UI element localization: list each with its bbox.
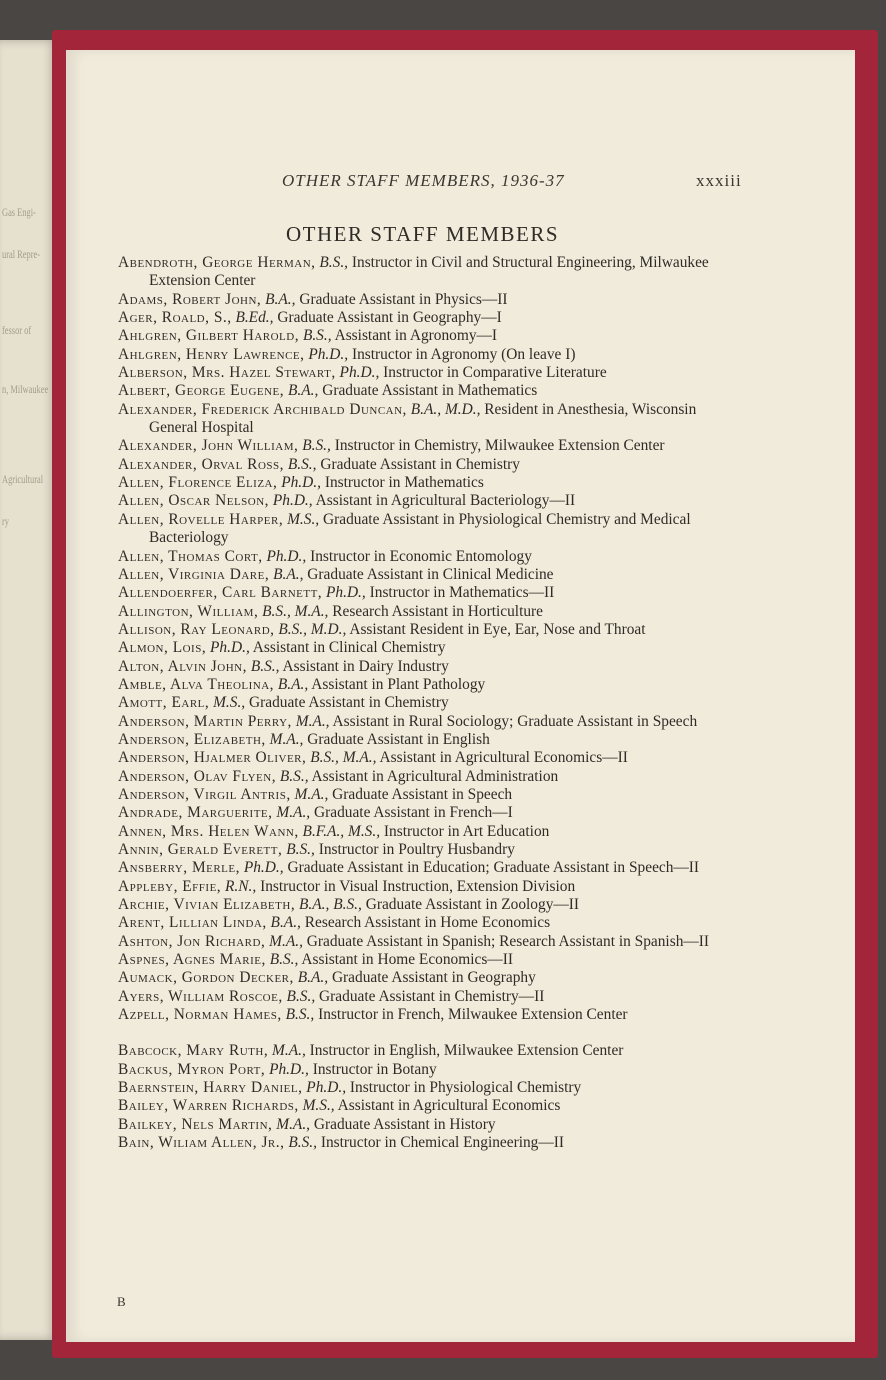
staff-name: Andrade, Marguerite, xyxy=(118,804,273,822)
staff-degree: B.S., M.D., xyxy=(278,620,347,638)
staff-entry xyxy=(118,1097,740,1115)
staff-name: Ansberry, Merle, xyxy=(118,859,240,877)
staff-position: Research Assistant in Horticulture xyxy=(332,602,544,620)
staff-entry xyxy=(118,639,740,657)
staff-degree: Ph.D., xyxy=(326,584,366,602)
staff-position: Instructor in Chemical Engineering—II xyxy=(320,1134,565,1152)
staff-degree: M.A., xyxy=(294,785,329,803)
staff-position: Graduate Assistant in Chemistry—II xyxy=(319,987,545,1005)
staff-entry xyxy=(118,1061,740,1079)
staff-entry xyxy=(118,823,740,841)
staff-entry xyxy=(118,988,740,1006)
staff-name: Allen, Florence Eliza, xyxy=(118,474,278,492)
staff-entry xyxy=(118,327,740,345)
staff-entry xyxy=(118,437,740,455)
staff-entry xyxy=(118,309,740,327)
staff-entry xyxy=(118,1134,740,1152)
staff-degree: B.A., xyxy=(273,565,304,583)
staff-position: Instructor in Civil and Structural Engineering, Milwaukee Extension Center xyxy=(149,254,709,290)
staff-position: Instructor in Comparative Literature xyxy=(383,364,607,382)
staff-entry xyxy=(118,364,740,382)
staff-degree: M.S., xyxy=(287,510,320,528)
staff-position: Instructor in English, Milwaukee Extension Center xyxy=(309,1042,624,1060)
staff-position: Instructor in Art Education xyxy=(383,822,550,840)
staff-position: Graduate Assistant in Physiological Chemistry and Medical Bacteriology xyxy=(149,510,691,547)
staff-name: Allen, Oscar Nelson, xyxy=(118,492,270,510)
staff-degree: B.S., xyxy=(287,455,317,473)
staff-position: Instructor in Poultry Husbandry xyxy=(318,841,515,858)
staff-entry xyxy=(118,694,740,712)
signature-mark: B xyxy=(117,1294,126,1309)
staff-name: Anderson, Martin Perry, xyxy=(118,712,292,730)
staff-position: Assistant in Agricultural Bacteriology—II xyxy=(315,492,576,510)
staff-entry xyxy=(118,658,740,676)
staff-name: Appleby, Effie, xyxy=(118,877,222,895)
staff-degree: B.S., xyxy=(250,657,280,675)
staff-degree: M.A., xyxy=(276,1115,311,1133)
facing-page-fragment: Gas Engi- xyxy=(2,205,36,219)
staff-entry xyxy=(118,621,740,639)
staff-degree: B.S., xyxy=(285,1006,315,1024)
staff-name: Adams, Robert John, xyxy=(118,290,262,308)
staff-degree: Ph.D., xyxy=(339,364,380,382)
staff-name: Ashton, Jon Richard, xyxy=(118,932,266,950)
staff-name: Albert, George Eugene, xyxy=(118,382,285,400)
staff-degree: B.S., xyxy=(269,951,299,969)
staff-list-section-b xyxy=(118,1042,740,1152)
staff-name: Anderson, Elizabeth, xyxy=(118,730,266,748)
staff-name: Bain, Wiliam Allen, Jr., xyxy=(118,1134,285,1152)
staff-entry xyxy=(118,492,740,510)
staff-position: Instructor in Physiological Chemistry xyxy=(349,1079,582,1097)
staff-entry xyxy=(118,896,740,914)
staff-degree: M.A., xyxy=(272,1042,306,1060)
staff-entry xyxy=(118,584,740,602)
staff-position: Assistant Resident in Eye, Ear, Nose and Throat xyxy=(349,620,646,638)
staff-position: Graduate Assistant in Clinical Medicine xyxy=(307,565,554,583)
staff-name: Backus, Myron Port, xyxy=(118,1060,266,1078)
staff-name: Anderson, Olav Flyen, xyxy=(118,767,277,785)
staff-position: Assistant in Agricultural Economics—II xyxy=(379,749,628,767)
staff-name: Amble, Alva Theolina, xyxy=(118,675,275,693)
staff-position: Graduate Assistant in Speech xyxy=(332,785,513,803)
staff-degree: B.A., xyxy=(265,290,296,308)
staff-entry xyxy=(118,731,740,749)
staff-name: Baernstein, Harry Daniel, xyxy=(118,1079,303,1097)
staff-name: Anderson, Virgil Antris, xyxy=(118,785,291,803)
staff-list-section-a xyxy=(118,254,740,1024)
staff-degree: Ph.D., xyxy=(243,859,284,877)
staff-name: Abendroth, George Herman, xyxy=(118,254,316,271)
staff-degree: B.S., M.A., xyxy=(310,749,377,767)
staff-position: Instructor in Economic Entomology xyxy=(310,547,532,565)
staff-entry xyxy=(118,749,740,767)
staff-name: Allendoerfer, Carl Barnett, xyxy=(118,584,323,602)
staff-entry xyxy=(118,878,740,896)
staff-name: Alton, Alvin John, xyxy=(118,657,247,675)
staff-degree: B.A., xyxy=(277,675,309,693)
section-gap xyxy=(118,1024,740,1042)
staff-name: Alexander, Frederick Archibald Duncan, xyxy=(118,400,407,418)
staff-name: Ayers, William Roscoe, xyxy=(118,987,283,1005)
staff-name: Alexander, Orval Ross, xyxy=(118,455,284,473)
staff-position: Assistant in Rural Sociology; Graduate Assistant in Speech xyxy=(332,712,698,730)
staff-entry xyxy=(118,382,740,400)
staff-entry xyxy=(118,713,740,731)
staff-name: Alexander, John William, xyxy=(118,437,299,455)
staff-degree: Ph.D., xyxy=(269,1060,309,1078)
staff-entry xyxy=(118,1116,740,1134)
staff-degree: B.S., xyxy=(286,841,315,858)
staff-position: Graduate Assistant in Spanish; Research Assistant in Spanish—II xyxy=(306,932,710,950)
staff-entry xyxy=(118,548,740,566)
staff-degree: M.A., xyxy=(276,804,311,822)
staff-name: Bailey, Warren Richards, xyxy=(118,1097,299,1115)
staff-position: Graduate Assistant in Geography xyxy=(331,969,536,987)
staff-position: Assistant in Agronomy—I xyxy=(334,327,498,345)
staff-entry xyxy=(118,951,740,969)
facing-page-fragment: Agricultural xyxy=(2,472,44,486)
staff-degree: B.Ed., xyxy=(235,309,274,327)
staff-degree: B.F.A., M.S., xyxy=(302,822,381,840)
staff-degree: Ph.D., xyxy=(308,345,349,363)
staff-degree: M.A., xyxy=(295,712,330,730)
staff-position: Assistant in Agricultural Economics xyxy=(337,1097,561,1115)
staff-position: Graduate Assistant in Physics—II xyxy=(299,290,508,308)
staff-entry xyxy=(118,456,740,474)
staff-degree: B.S., xyxy=(319,254,349,271)
staff-name: Bailkey, Nels Martin, xyxy=(118,1115,273,1133)
facing-page-fragment: fessor of xyxy=(2,323,32,337)
page-title: OTHER STAFF MEMBERS xyxy=(286,222,560,246)
staff-degree: Ph.D., xyxy=(272,492,313,510)
staff-degree: B.S., xyxy=(288,1134,317,1152)
staff-position: Instructor in Agronomy (On leave I) xyxy=(351,345,576,363)
staff-degree: B.S., xyxy=(286,987,316,1005)
staff-name: Annin, Gerald Everett, xyxy=(118,841,283,858)
staff-name: Aumack, Gordon Decker, xyxy=(118,969,294,987)
staff-entry xyxy=(118,1042,740,1060)
staff-name: Annen, Mrs. Helen Wann, xyxy=(118,822,299,840)
staff-name: Alberson, Mrs. Hazel Stewart, xyxy=(118,364,336,382)
staff-list xyxy=(118,254,740,1153)
staff-position: Instructor in Botany xyxy=(312,1060,437,1078)
staff-name: Allen, Virginia Dare, xyxy=(118,565,270,583)
staff-entry xyxy=(118,969,740,987)
running-head: OTHER STAFF MEMBERS, 1936-37 xyxy=(282,171,565,190)
staff-name: Ahlgren, Gilbert Harold, xyxy=(118,327,300,345)
staff-degree: B.A., xyxy=(288,382,319,400)
staff-entry xyxy=(118,841,740,859)
staff-entry xyxy=(118,786,740,804)
staff-entry xyxy=(118,676,740,694)
staff-position: Assistant in Dairy Industry xyxy=(282,657,449,675)
staff-name: Allen, Rovelle Harper, xyxy=(118,510,284,528)
staff-entry xyxy=(118,914,740,932)
staff-position: Assistant in Plant Pathology xyxy=(311,675,486,693)
page-number: xxxiii xyxy=(696,171,742,190)
staff-entry xyxy=(118,401,740,438)
staff-position: Resident in Anesthesia, Wisconsin General Hospital xyxy=(149,400,697,437)
facing-page-fragment: ural Repre- xyxy=(2,247,41,261)
staff-entry xyxy=(118,346,740,364)
staff-position: Instructor in Chemistry, Milwaukee Extension Center xyxy=(334,437,665,455)
staff-position: Instructor in Visual Instruction, Extension Division xyxy=(260,877,576,895)
staff-position: Research Assistant in Home Economics xyxy=(304,914,551,932)
staff-position: Graduate Assistant in History xyxy=(313,1115,496,1133)
staff-position: Graduate Assistant in Chemistry xyxy=(320,455,520,473)
facing-page-fragment: ry xyxy=(2,514,9,528)
facing-page-fragment: n, Milwaukee xyxy=(2,382,49,396)
staff-name: Babcock, Mary Ruth, xyxy=(118,1042,269,1060)
staff-degree: B.S., xyxy=(279,767,309,785)
staff-degree: M.S., xyxy=(302,1097,335,1115)
staff-degree: Ph.D., xyxy=(266,547,307,565)
staff-position: Assistant in Agricultural Administration xyxy=(311,767,559,785)
staff-degree: B.A., xyxy=(297,969,329,987)
staff-position: Graduate Assistant in Mathematics xyxy=(322,382,538,400)
staff-degree: Ph.D., xyxy=(306,1079,347,1097)
staff-entry xyxy=(118,933,740,951)
staff-position: Graduate Assistant in Education; Graduate Assistant in Speech—II xyxy=(287,859,700,877)
staff-degree: Ph.D., xyxy=(210,639,250,657)
staff-degree: B.S., M.A., xyxy=(262,602,329,620)
staff-entry xyxy=(118,1079,740,1097)
staff-degree: B.A., xyxy=(270,914,301,932)
staff-name: Arent, Lillian Linda, xyxy=(118,914,267,932)
staff-name: Amott, Earl, xyxy=(118,694,210,712)
staff-position: Graduate Assistant in Chemistry xyxy=(249,694,449,712)
staff-entry xyxy=(118,291,740,309)
staff-degree: B.A., M.D., xyxy=(410,400,481,418)
staff-name: Aspnes, Agnes Marie, xyxy=(118,951,266,969)
staff-entry xyxy=(118,603,740,621)
staff-entry xyxy=(118,804,740,822)
staff-position: Assistant in Clinical Chemistry xyxy=(252,639,446,657)
staff-name: Ager, Roald, S., xyxy=(118,309,232,327)
staff-entry xyxy=(118,768,740,786)
staff-degree: B.S., xyxy=(302,437,331,455)
staff-degree: B.S., xyxy=(302,327,332,345)
staff-name: Azpell, Norman Hames, xyxy=(118,1006,282,1024)
staff-entry xyxy=(118,474,740,492)
staff-degree: M.S., xyxy=(213,694,246,712)
staff-name: Allington, William, xyxy=(118,602,259,620)
staff-position: Instructor in Mathematics xyxy=(324,474,484,492)
facing-page-edge xyxy=(0,40,58,1340)
staff-name: Ahlgren, Henry Lawrence, xyxy=(118,345,305,363)
staff-entry xyxy=(118,511,740,548)
staff-degree: B.A., B.S., xyxy=(299,896,362,914)
staff-position: Instructor in French, Milwaukee Extension Center xyxy=(318,1006,628,1024)
staff-position: Assistant in Home Economics—II xyxy=(301,951,513,969)
staff-name: Anderson, Hjalmer Oliver, xyxy=(118,749,307,767)
staff-entry xyxy=(118,254,740,291)
staff-name: Allen, Thomas Cort, xyxy=(118,547,263,565)
staff-position: Graduate Assistant in French—I xyxy=(314,804,513,822)
staff-entry xyxy=(118,566,740,584)
staff-entry xyxy=(118,1006,740,1024)
staff-degree: R.N., xyxy=(225,877,257,895)
staff-position: Graduate Assistant in Geography—I xyxy=(277,309,502,327)
staff-degree: M.A., xyxy=(269,932,303,950)
staff-degree: M.A., xyxy=(269,730,304,748)
staff-degree: Ph.D., xyxy=(281,474,321,492)
staff-name: Allison, Ray Leonard, xyxy=(118,620,275,638)
staff-position: Graduate Assistant in English xyxy=(307,730,490,748)
staff-name: Archie, Vivian Elizabeth, xyxy=(118,896,296,914)
staff-name: Almon, Lois, xyxy=(118,639,207,657)
staff-entry xyxy=(118,859,740,877)
staff-position: Graduate Assistant in Zoology—II xyxy=(365,896,580,914)
staff-position: Instructor in Mathematics—II xyxy=(369,584,555,602)
